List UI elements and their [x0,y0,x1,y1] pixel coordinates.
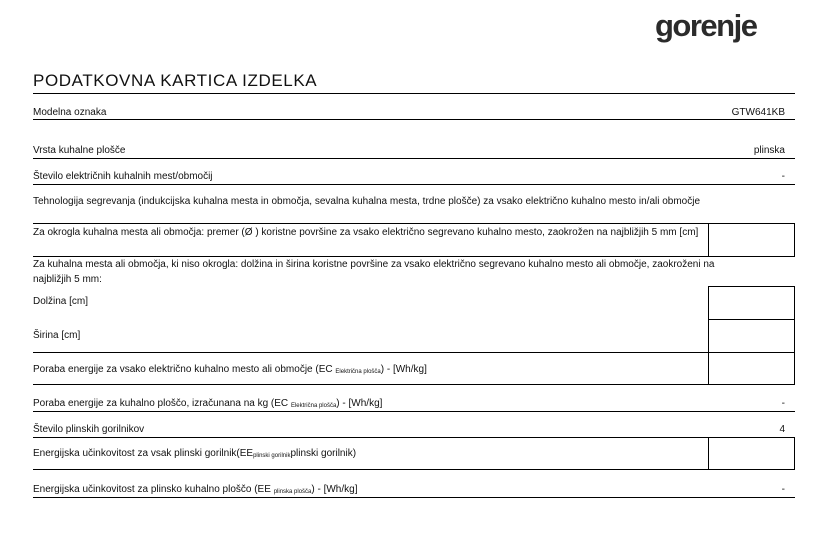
energy-hob-label-text: Poraba energije za kuhalno ploščo, izračunana na kg (EC [33,398,291,409]
electric-zones-value: - [781,171,785,182]
round-zones-value-box [708,223,795,257]
heating-tech-label: Tehnologija segrevanja (indukcijska kuhalna mesta in območja, sevalna kuhalna mesta, trdne plošče) za vsako električno kuhalno mesto in/ali območje [33,196,701,207]
electric-zones-label: Število električnih kuhalnih mest/območij [33,171,213,182]
gas-burners-value: 4 [779,424,785,435]
nonround-zones-label: Za kuhalna mesta ali območja, ki niso okrogla: dolžina in širina koristne površine za vsako električno segrevano kuhalno mesto ali območje, zaokroženi na najbližjih 5 mm: [33,259,715,285]
length-label: Dolžina [cm] [33,296,89,307]
page-title: PODATKOVNA KARTICA IZDELKA [33,71,318,90]
row-divider [33,119,795,120]
length-value-box [708,286,795,320]
energy-per-zone-label-subscript: Električna plošča [335,369,381,375]
energy-hob-value: - [781,398,785,409]
energy-per-zone-label-text: Poraba energije za vsako električno kuhalno mesto ali območje (EC [33,364,336,375]
energy-hob-label-suffix: ) - [Wh/kg] [336,398,383,409]
energy-per-zone-label [33,362,427,379]
energy-hob-label-subscript: Električna plošča [290,403,337,409]
hob-efficiency-label-subscript: plinska plošča [273,489,312,495]
hob-type-label: Vrsta kuhalne plošče [33,145,126,156]
title-divider [33,93,795,94]
width-label: Širina [cm] [33,330,81,341]
burner-efficiency-label-text: Energijska učinkovitost za vsak plinski gorilnik(EE [33,448,254,459]
gas-burners-label: Število plinskih gorilnikov [33,424,145,435]
row-divider [33,158,795,159]
row-divider [33,469,708,470]
row-divider [33,384,708,385]
row-divider [33,411,795,412]
burner-efficiency-label [33,446,356,463]
model-value: GTW641KB [731,107,785,118]
row-divider [33,223,708,224]
energy-per-zone-value-box [708,352,795,385]
hob-efficiency-label-text: Energijska učinkovitost za plinsko kuhalno ploščo (EE [33,484,274,495]
row-divider [33,352,708,353]
model-label: Modelna oznaka [33,107,107,118]
row-divider [33,184,795,185]
burner-efficiency-label-suffix: plinski gorilnik) [290,448,357,459]
round-zones-label: Za okrogla kuhalna mesta ali območja: premer (Ø ) koristne površine za vsako električno segrevano kuhalno mesto, zaokrožen na najbližjih 5 mm [cm] [33,227,699,238]
gorenje-logo: gorenje [655,8,757,43]
width-value-box [708,319,795,353]
hob-efficiency-value: - [781,484,785,495]
energy-per-zone-label-suffix: ) - [Wh/kg] [380,364,427,375]
row-divider [33,437,708,438]
hob-type-value: plinska [753,145,785,156]
burner-efficiency-value-box [708,437,795,470]
row-divider [33,497,795,498]
burner-efficiency-label-subscript: plinski gorilnik [253,453,291,459]
hob-efficiency-label-suffix: ) - [Wh/kg] [311,484,358,495]
